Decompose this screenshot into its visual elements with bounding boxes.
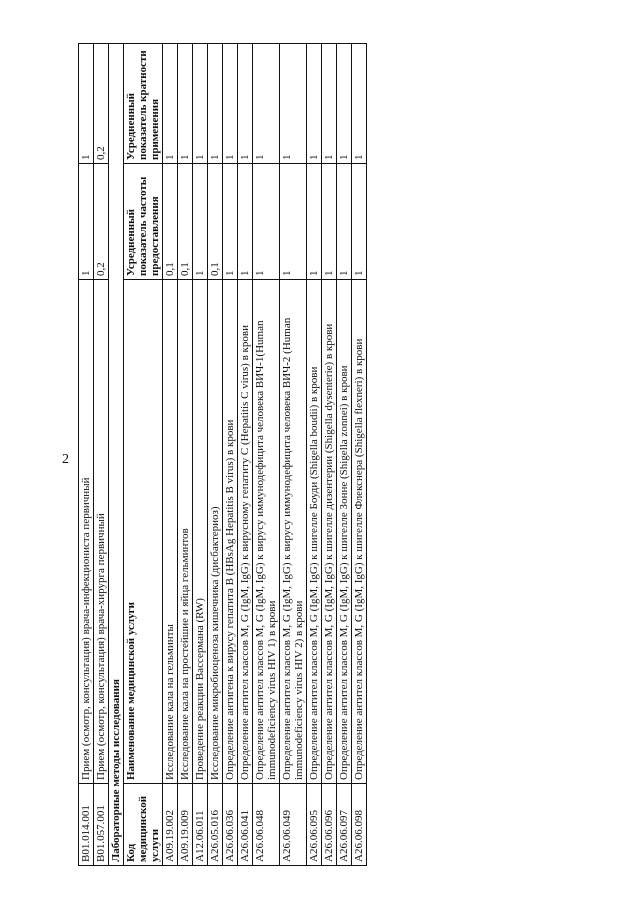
freq-cell: 0,1 — [208, 164, 223, 280]
code-cell: A26.06.096 — [322, 784, 337, 866]
name-cell: Определение антигена к вирусу гепатита B (HBsAg Hepatitis B virus) в крови — [223, 280, 238, 784]
services-table — [78, 43, 367, 866]
freq-cell: 1 — [337, 164, 352, 280]
header-freq: Усредненный показатель частоты предоставления — [124, 164, 163, 280]
mult-cell: 1 — [163, 44, 178, 164]
name-cell: Определение антител классов M, G (IgM, IgG) к вирусу иммунодефицита человека ВИЧ-2 (Human immunodeficiency virus HIV 2) в крови — [280, 280, 307, 784]
code-cell: B01.014.001 — [79, 784, 94, 866]
freq-cell: 1 — [223, 164, 238, 280]
code-cell: A26.06.049 — [280, 784, 307, 866]
freq-cell: 1 — [352, 164, 367, 280]
code-cell: A26.06.048 — [253, 784, 280, 866]
table-row — [253, 44, 280, 866]
table-row — [208, 44, 223, 866]
code-cell: A12.06.011 — [193, 784, 208, 866]
code-cell: B01.057.001 — [94, 784, 109, 866]
table-row — [94, 44, 109, 866]
mult-cell: 1 — [79, 44, 94, 164]
table-row — [79, 44, 94, 866]
freq-cell: 1 — [307, 164, 322, 280]
name-cell: Определение антител классов M, G (IgM, IgG) к вирусному гепатиту C (Hepatitis C virus) в крови — [238, 280, 253, 784]
freq-cell: 1 — [238, 164, 253, 280]
mult-cell: 1 — [253, 44, 280, 164]
name-cell: Прием (осмотр, консультация) врача-инфекциониста первичный — [79, 280, 94, 784]
table-row — [352, 44, 367, 866]
rotated-page — [78, 44, 610, 866]
freq-cell: 1 — [193, 164, 208, 280]
section-row — [109, 44, 124, 866]
freq-cell: 0,1 — [178, 164, 193, 280]
freq-cell: 0,1 — [163, 164, 178, 280]
code-cell: A09.19.009 — [178, 784, 193, 866]
header-code: Код медицинской услуги — [124, 784, 163, 866]
freq-cell: 1 — [280, 164, 307, 280]
name-cell: Определение антител классов M, G (IgM, IgG) к шигелле Зонне (Shigella zonnei) в крови — [337, 280, 352, 784]
code-cell: A26.06.036 — [223, 784, 238, 866]
name-cell: Определение антител классов M, G (IgM, IgG) к шигелле Флекснера (Shigella flexneri) в крови — [352, 280, 367, 784]
mult-cell: 1 — [337, 44, 352, 164]
table-row — [223, 44, 238, 866]
name-cell: Исследование кала на гельминты — [163, 280, 178, 784]
table-row — [193, 44, 208, 866]
page-number: 2 — [62, 452, 69, 467]
table-row — [280, 44, 307, 866]
code-cell: A26.05.016 — [208, 784, 223, 866]
name-cell: Исследование микробиоценоза кишечника (дисбактериоз) — [208, 280, 223, 784]
mult-cell: 0,2 — [94, 44, 109, 164]
mult-cell: 1 — [307, 44, 322, 164]
name-cell: Определение антител классов M, G (IgM, IgG) к шигелле Боуди (Shigella boudii) в крови — [307, 280, 322, 784]
header-name: Наименование медицинской услуги — [124, 280, 163, 784]
mult-cell: 1 — [178, 44, 193, 164]
freq-cell: 1 — [79, 164, 94, 280]
name-cell: Определение антител классов M, G (IgM, IgG) к вирусу иммунодефицита человека ВИЧ-1(Human immunodeficiency virus HIV 1) в крови — [253, 280, 280, 784]
freq-cell: 1 — [322, 164, 337, 280]
mult-cell: 1 — [322, 44, 337, 164]
mult-cell: 1 — [223, 44, 238, 164]
code-cell: A09.19.002 — [163, 784, 178, 866]
mult-cell: 1 — [208, 44, 223, 164]
mult-cell: 1 — [352, 44, 367, 164]
section-title: Лабораторные методы исследования — [109, 44, 124, 866]
table-row — [178, 44, 193, 866]
code-cell: A26.06.098 — [352, 784, 367, 866]
mult-cell: 1 — [280, 44, 307, 164]
table-row — [337, 44, 352, 866]
table-row — [307, 44, 322, 866]
name-cell: Прием (осмотр, консультация) врача-хирурга первичный — [94, 280, 109, 784]
table-row — [238, 44, 253, 866]
table-row — [322, 44, 337, 866]
mult-cell: 1 — [238, 44, 253, 164]
name-cell: Исследование кала на простейшие и яйца гельминтов — [178, 280, 193, 784]
table-body — [163, 44, 367, 866]
table-row — [163, 44, 178, 866]
code-cell: A26.06.041 — [238, 784, 253, 866]
name-cell: Определение антител классов M, G (IgM, IgG) к шигелле дизентерии (Shigella dysenterie) в крови — [322, 280, 337, 784]
freq-cell: 0,2 — [94, 164, 109, 280]
name-cell: Проведение реакции Вассермана (RW) — [193, 280, 208, 784]
code-cell: A26.06.095 — [307, 784, 322, 866]
freq-cell: 1 — [253, 164, 280, 280]
header-mult: Усредненный показатель кратности применения — [124, 44, 163, 164]
mult-cell: 1 — [193, 44, 208, 164]
code-cell: A26.06.097 — [337, 784, 352, 866]
header-row — [124, 44, 163, 866]
